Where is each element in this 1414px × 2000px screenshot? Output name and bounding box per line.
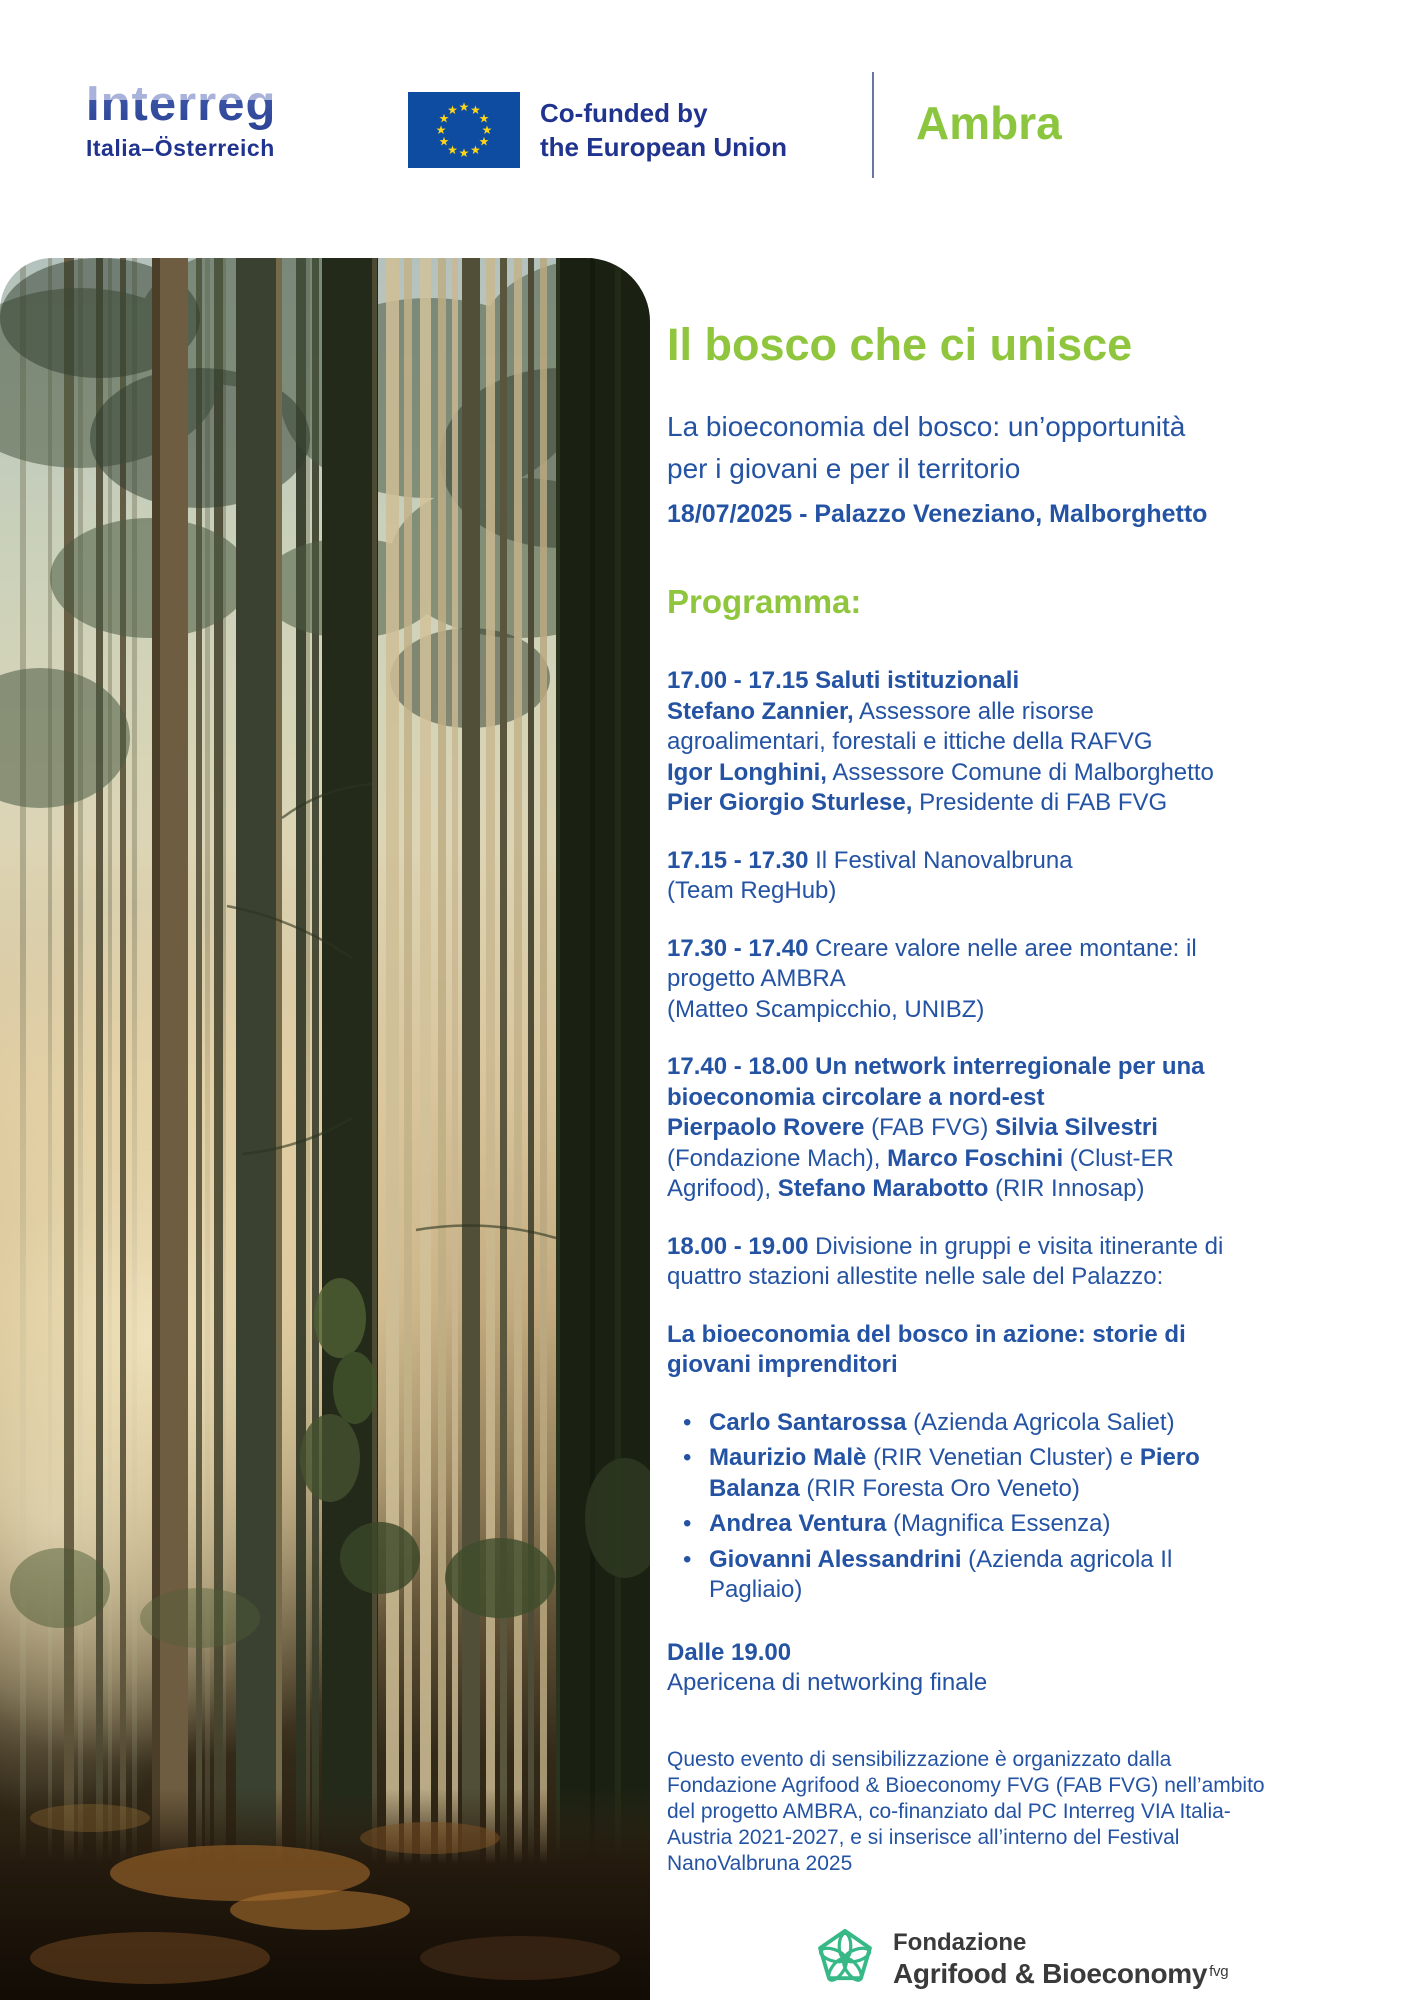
program-heading: Programma: <box>667 583 862 620</box>
text-line: Agrifood), Stefano Marabotto (RIR Innosap) <box>667 1175 1145 1202</box>
text-line: quattro stazioni allestite nelle sale del Palazzo: <box>667 1263 1164 1290</box>
program-entry <box>667 1232 1377 1293</box>
program-blocks <box>667 666 1377 1293</box>
text-line: 17.30 - 17.40 Creare valore nelle aree montane: il <box>667 934 1197 962</box>
subtitle <box>667 406 1377 490</box>
text-line: • Maurizio Malè (RIR Venetian Cluster) e Piero <box>709 1444 1200 1471</box>
text-line: Apericena di networking finale <box>667 1669 988 1696</box>
text-line: Balanza (RIR Foresta Oro Veneto) <box>709 1474 1080 1502</box>
svg-text:★: ★ <box>478 111 490 126</box>
text-line: 17.00 - 17.15 Saluti istituzionali <box>667 667 1020 694</box>
text-line: • Andrea Ventura (Magnifica Essenza) <box>709 1510 1111 1537</box>
text-line: giovani imprenditori <box>667 1351 898 1378</box>
svg-text:★: ★ <box>481 123 493 137</box>
disclaimer-text <box>667 1747 1377 1877</box>
fab-fvg-logo <box>813 1927 1377 1991</box>
project-name: Ambra <box>916 97 1062 149</box>
program-entry <box>667 846 1377 907</box>
svg-text:★: ★ <box>435 123 447 137</box>
eu-cofunded-text <box>540 96 787 164</box>
fab-fvg-logo-suffix: fvg <box>1209 1962 1229 1980</box>
text-line: progetto AMBRA <box>667 965 846 992</box>
text-line: La bioeconomia del bosco: un’opportunità <box>667 411 1186 442</box>
svg-text:★: ★ <box>447 103 458 118</box>
text-line: • Carlo Santarossa (Azienda Agricola Saliet) <box>709 1408 1175 1436</box>
eu-cofunded-logo <box>408 92 787 168</box>
header-divider <box>872 72 874 178</box>
text-line: (Matteo Scampicchio, UNIBZ) <box>667 995 985 1023</box>
fab-fvg-logo-line2: Agrifood & Bioeconomy $^{fvg}$ <box>893 1957 1229 1989</box>
fab-fvg-logo-text <box>893 1929 1228 1989</box>
svg-text:★: ★ <box>438 111 450 126</box>
text-line: per i giovani e per il territorio <box>667 453 1021 484</box>
text-line: Pier Giorgio Sturlese, Presidente di FAB FVG <box>667 789 1168 816</box>
svg-text:★: ★ <box>447 142 458 157</box>
date-location: 18/07/2025 - Palazzo Veneziano, Malborghetto <box>667 500 1208 528</box>
text-line: Igor Longhini, Assessore Comune di Malborghetto <box>667 758 1214 786</box>
speaker-list <box>667 1408 1377 1606</box>
svg-text:★: ★ <box>458 100 470 114</box>
svg-text:★: ★ <box>478 134 490 149</box>
text-line: La bioeconomia del bosco in azione: storie di <box>667 1320 1186 1348</box>
text-line: 17.40 - 18.00 Un network interregionale per una <box>667 1053 1205 1080</box>
stations-intro <box>667 1320 1377 1381</box>
text-line: agroalimentari, forestali e ittiche della RAFVG <box>667 728 1153 755</box>
text-line: Austria 2021-2027, e si inserisce all’interno del Festival <box>667 1825 1180 1849</box>
forest-photo-illustration <box>0 258 650 2000</box>
text-line: (Team RegHub) <box>667 877 837 904</box>
speaker-item <box>683 1408 1377 1439</box>
interreg-logo <box>86 78 276 162</box>
eu-flag-icon <box>408 92 520 168</box>
fab-fvg-logo-line1: Fondazione <box>893 1928 1027 1956</box>
text-line: • Giovanni Alessandrini (Azienda agricola Il <box>709 1545 1173 1573</box>
text-line: 17.15 - 17.30 Il Festival Nanovalbruna <box>667 846 1073 874</box>
eu-cofunded-line1: Co-funded by <box>540 98 708 128</box>
program-entry <box>667 666 1377 819</box>
svg-text:★: ★ <box>438 134 450 149</box>
text-line: 18.00 - 19.00 Divisione in gruppi e visita itinerante di <box>667 1232 1224 1260</box>
forest-photo <box>0 258 650 2000</box>
page-title: Il bosco che ci unisce <box>667 319 1133 370</box>
svg-text:★: ★ <box>458 146 470 160</box>
text-line: Pierpaolo Rovere (FAB FVG) Silvia Silvestri <box>667 1114 1158 1141</box>
closing-block <box>667 1638 1377 1699</box>
speaker-item <box>683 1443 1377 1504</box>
svg-text:★: ★ <box>470 142 481 157</box>
interreg-region-label: Italia–Österreich <box>86 135 275 161</box>
program-entry <box>667 934 1377 1026</box>
text-line: del progetto AMBRA, co-finanziato dal PC Interreg VIA Italia- <box>667 1799 1231 1823</box>
text-line: Pagliaio) <box>709 1576 803 1603</box>
text-line: Dalle 19.00 <box>667 1638 792 1666</box>
text-line: (Fondazione Mach), Marco Foschini (Clust-ER <box>667 1144 1174 1172</box>
fab-fvg-logo-icon <box>813 1927 877 1991</box>
poster-body <box>667 320 1377 1991</box>
text-line: NanoValbruna 2025 <box>667 1851 853 1875</box>
text-line: Fondazione Agrifood & Bioeconomy FVG (FAB FVG) nell’ambito <box>667 1773 1265 1797</box>
svg-text:★: ★ <box>470 103 481 118</box>
text-line: Stefano Zannier, Assessore alle risorse <box>667 697 1094 725</box>
text-line: Questo evento di sensibilizzazione è organizzato dalla <box>667 1747 1172 1771</box>
program-entry <box>667 1052 1377 1205</box>
text-line: bioeconomia circolare a nord-est <box>667 1083 1045 1111</box>
eu-cofunded-line2: the European Union <box>540 132 787 162</box>
speaker-item <box>683 1545 1377 1606</box>
interreg-wordmark: Interreg <box>86 77 277 131</box>
speaker-item <box>683 1509 1377 1540</box>
